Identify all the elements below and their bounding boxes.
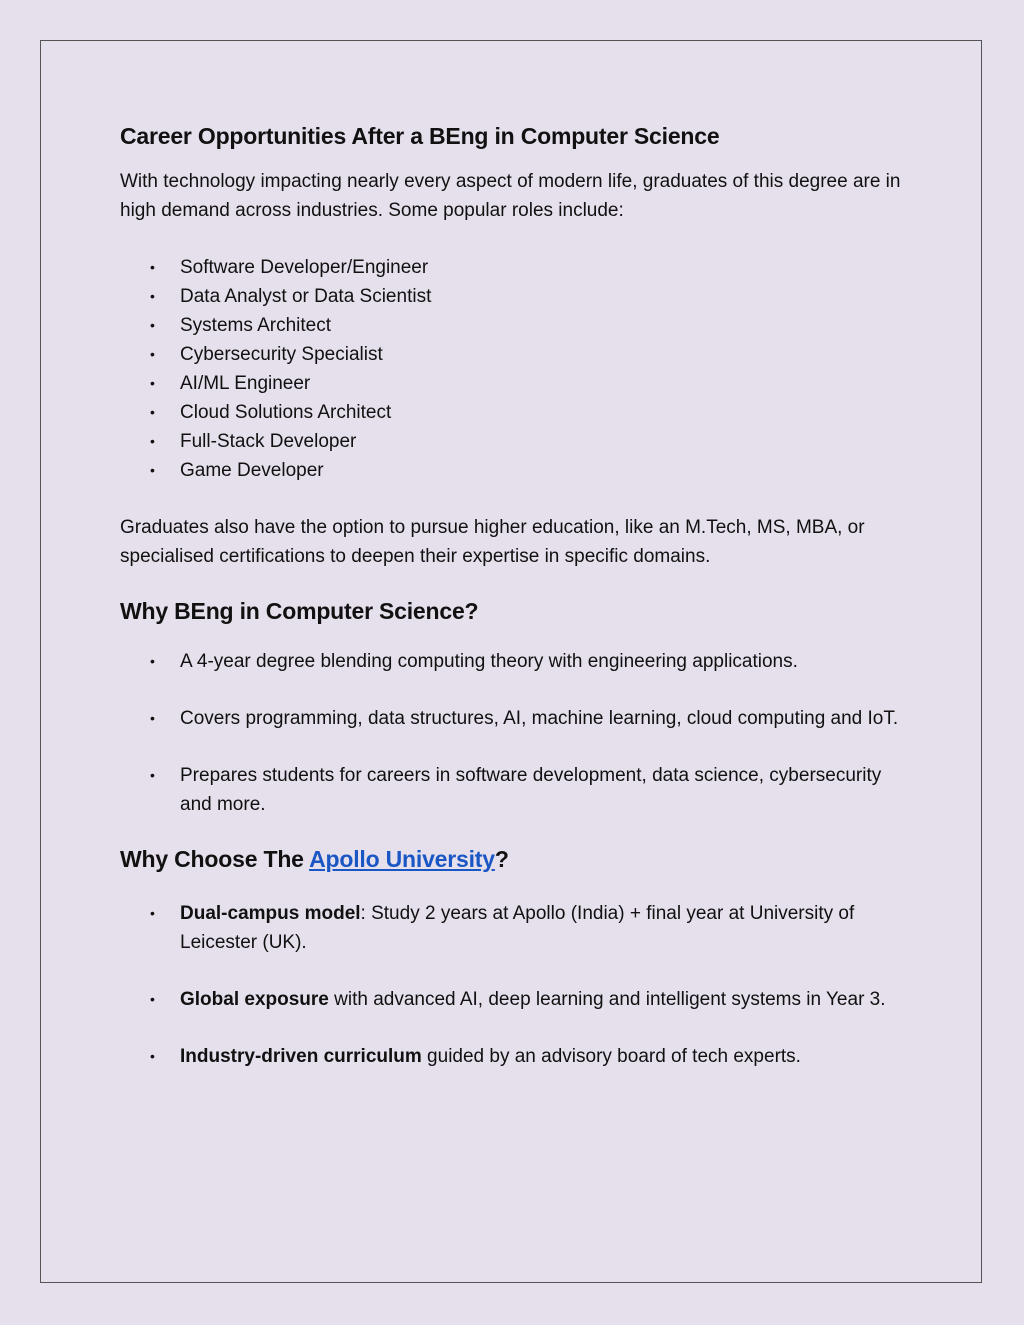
list-item (120, 369, 910, 398)
choose-heading (120, 843, 910, 875)
why-point: Covers programming, data structures, AI, machine learning, cloud computing and IoT. (180, 708, 899, 729)
career-intro: With technology impacting nearly every aspect of modern life, graduates of this degree are in high demand across industries. Some popular roles include: (120, 171, 901, 221)
choose-list (120, 899, 910, 1071)
choose-heading-suffix: ? (494, 846, 509, 872)
document-content (120, 120, 910, 1071)
list-item (120, 647, 910, 676)
list-item (120, 427, 910, 456)
list-item (120, 340, 910, 369)
bullet-icon: • (150, 767, 155, 783)
apollo-university-link[interactable]: Apollo University (309, 846, 495, 872)
bullet-icon: • (150, 288, 155, 304)
list-item (120, 1042, 910, 1071)
bullet-icon: • (150, 462, 155, 478)
role-label: AI/ML Engineer (180, 373, 311, 394)
point-bold-label: Global exposure (180, 989, 329, 1010)
role-label: Cloud Solutions Architect (180, 402, 392, 423)
bullet-icon: • (150, 710, 155, 726)
list-item (120, 253, 910, 282)
point-text: with advanced AI, deep learning and intelligent systems in Year 3. (328, 989, 886, 1010)
bullet-icon: • (150, 346, 155, 362)
roles-list (120, 253, 910, 485)
point-bold-label: Dual-campus model (180, 903, 361, 924)
list-item (120, 899, 910, 957)
point-text: : Study 2 years at Apollo (India) + final year at University of Leicester (UK). (180, 903, 855, 953)
bullet-icon: • (150, 317, 155, 333)
list-item (120, 311, 910, 340)
bullet-icon: • (150, 259, 155, 275)
role-label: Game Developer (180, 460, 324, 481)
list-item (120, 456, 910, 485)
bullet-icon: • (150, 653, 155, 669)
list-item (120, 761, 910, 819)
why-heading: Why BEng in Computer Science? (120, 598, 479, 624)
bullet-icon: • (150, 375, 155, 391)
list-item (120, 704, 910, 733)
list-item (120, 398, 910, 427)
bullet-icon: • (150, 1048, 155, 1064)
role-label: Software Developer/Engineer (180, 257, 429, 278)
role-label: Full-Stack Developer (180, 431, 357, 452)
why-point: A 4-year degree blending computing theory with engineering applications. (180, 651, 798, 672)
list-item (120, 282, 910, 311)
role-label: Systems Architect (180, 315, 331, 336)
bullet-icon: • (150, 991, 155, 1007)
bullet-icon: • (150, 404, 155, 420)
role-label: Cybersecurity Specialist (180, 344, 383, 365)
why-list (120, 647, 910, 819)
list-item (120, 985, 910, 1014)
choose-heading-prefix: Why Choose The (120, 846, 310, 872)
bullet-icon: • (150, 905, 155, 921)
career-heading: Career Opportunities After a BEng in Computer Science (120, 123, 720, 149)
bullet-icon: • (150, 433, 155, 449)
role-label: Data Analyst or Data Scientist (180, 286, 432, 307)
point-bold-label: Industry-driven curriculum (180, 1046, 422, 1067)
graduates-paragraph: Graduates also have the option to pursue higher education, like an M.Tech, MS, MBA, or specialised certifications to deepen their expertise in specific domains. (120, 517, 865, 567)
why-point: Prepares students for careers in software development, data science, cybersecurity and more. (180, 765, 882, 815)
point-text: guided by an advisory board of tech experts. (421, 1046, 801, 1067)
